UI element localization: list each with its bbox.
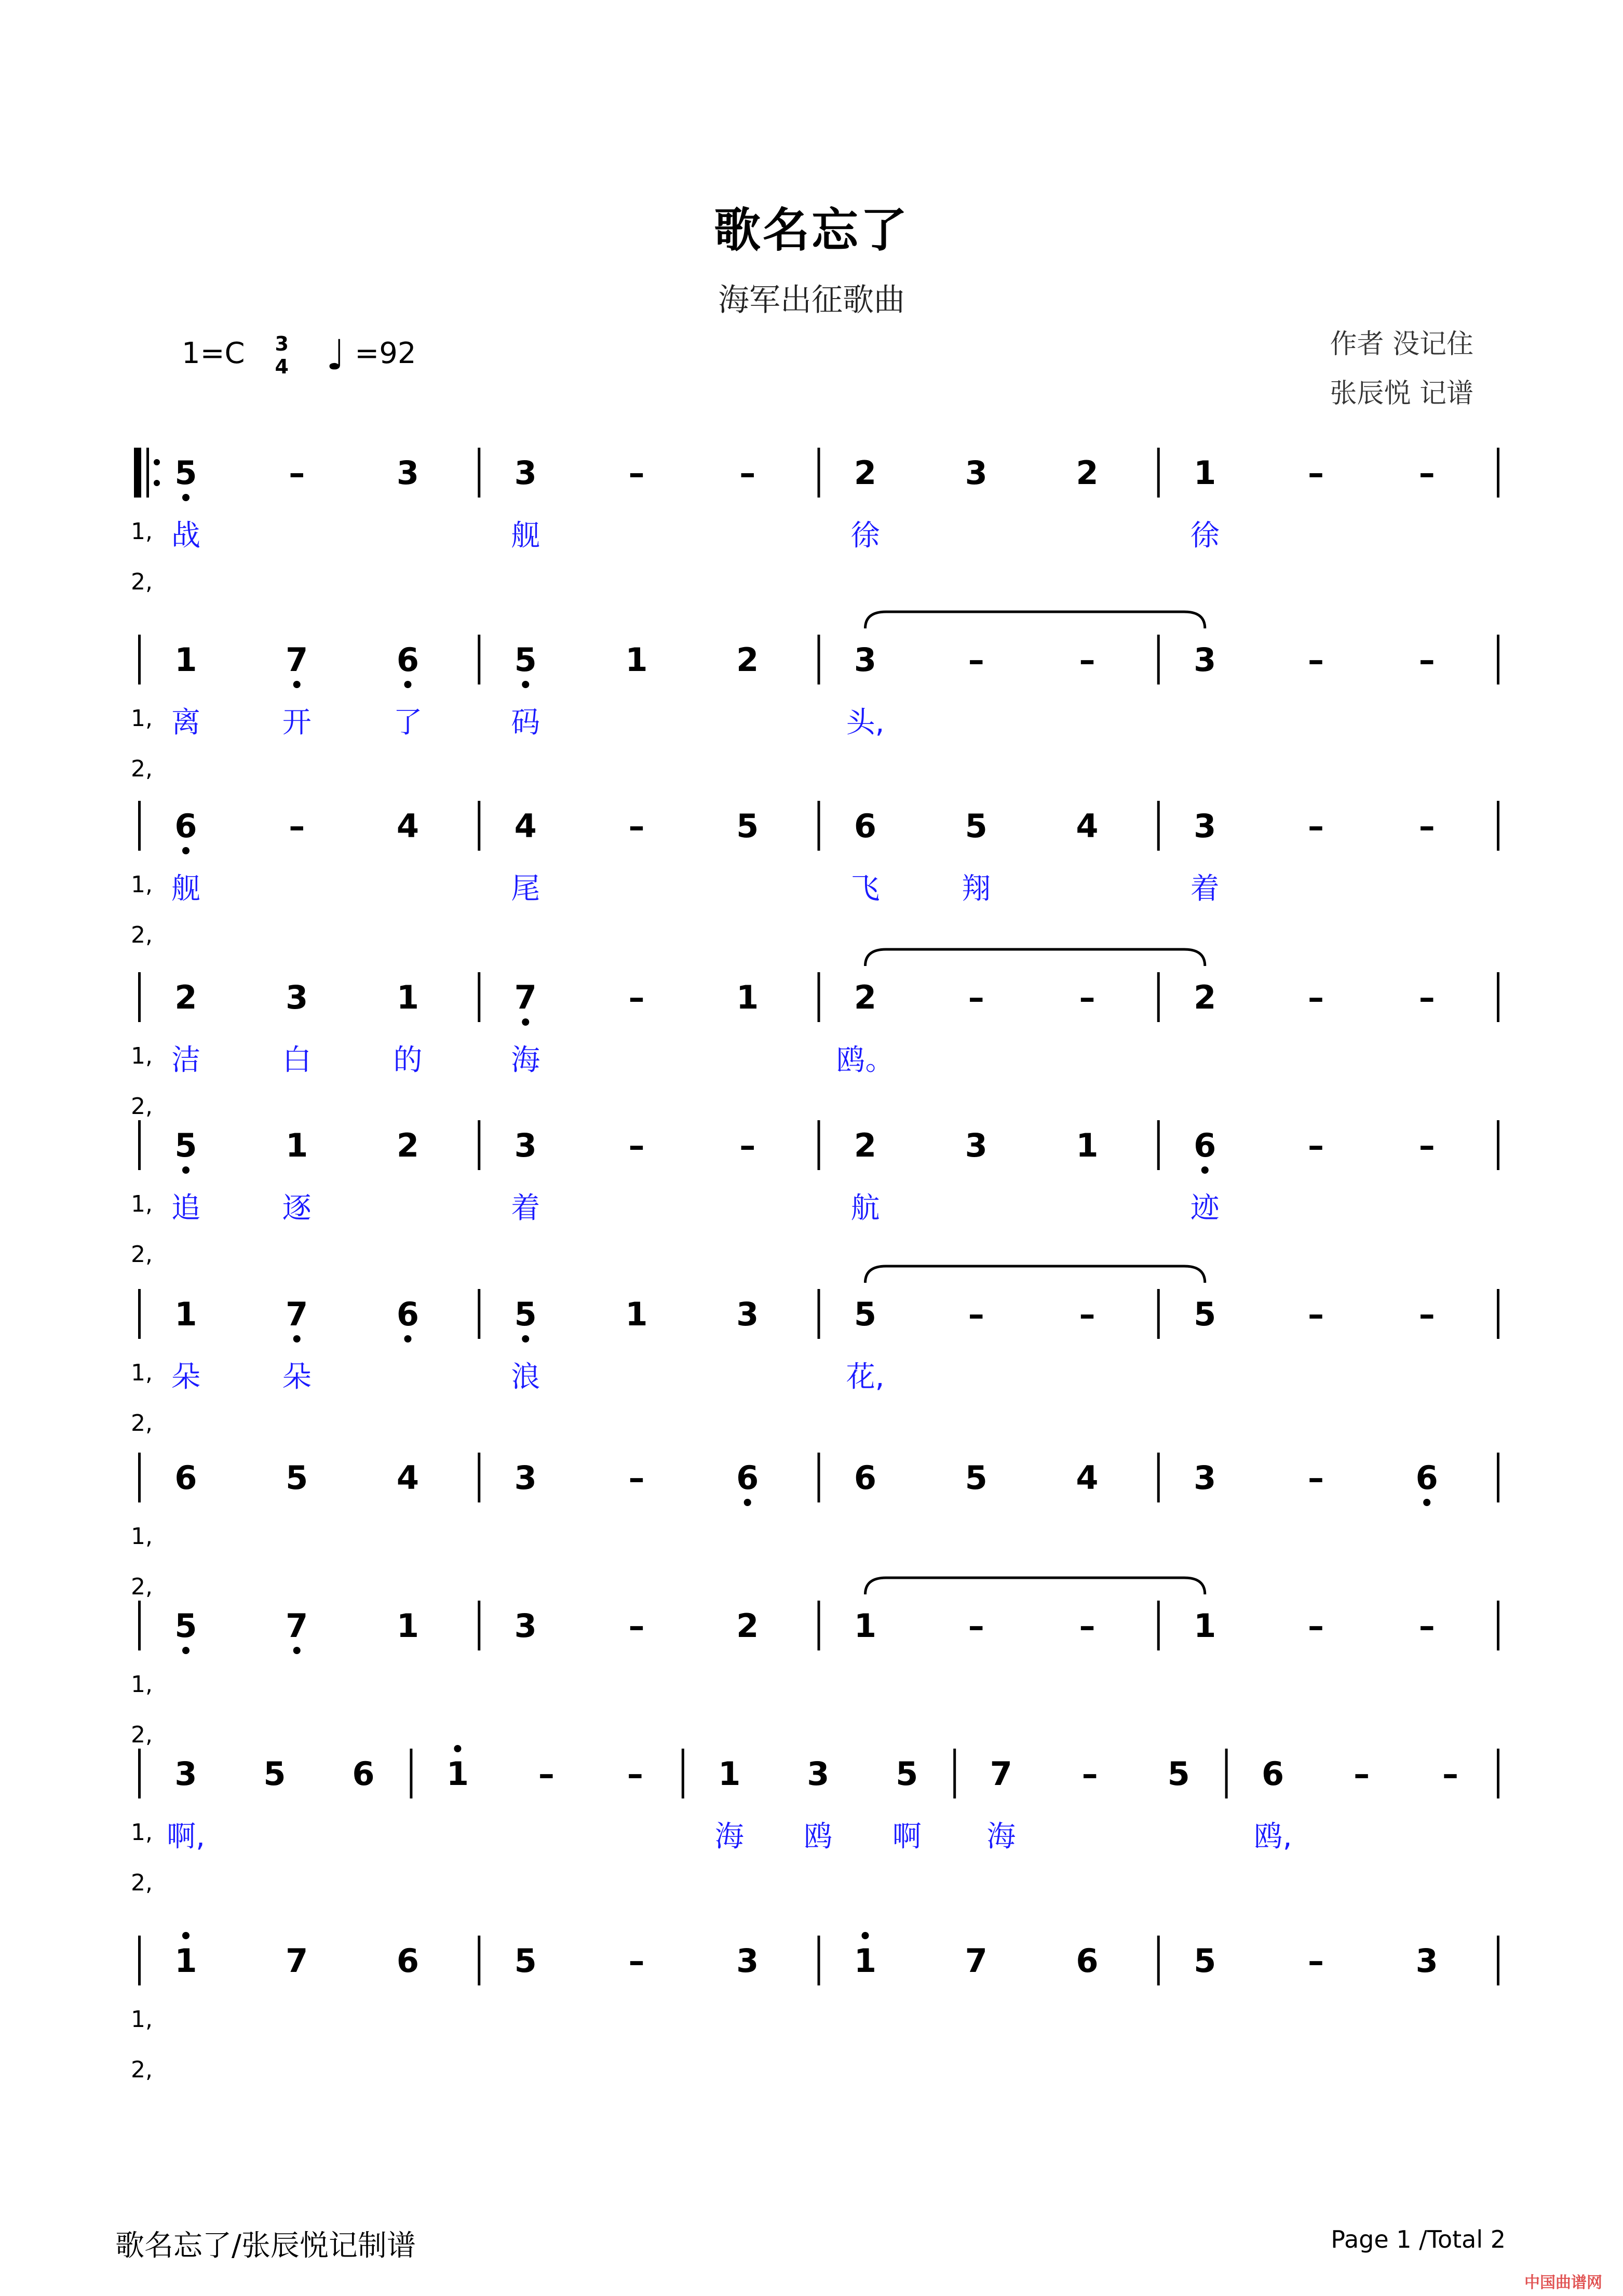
bar-line [478, 448, 480, 498]
note-numeral: 3 [514, 1459, 537, 1497]
bar-line [818, 448, 820, 498]
dash-hold: – [1307, 807, 1324, 845]
dash-hold: – [1307, 1126, 1324, 1164]
lyric-syllable: 鸥。 [836, 1043, 895, 1077]
note-numeral: 4 [1076, 1459, 1099, 1497]
note-numeral: 1 [736, 978, 759, 1016]
dash-hold: – [1354, 1755, 1370, 1793]
bar-line [1497, 972, 1499, 1022]
dash-hold: – [1442, 1755, 1459, 1793]
bar-line [1497, 1453, 1499, 1502]
dash-hold: – [627, 1755, 643, 1793]
verse-label-2: 2, [131, 1410, 153, 1436]
note-numeral: 1 [625, 1295, 648, 1333]
bar-line [138, 635, 141, 684]
bar-line [1157, 1453, 1160, 1502]
dash-hold: – [1418, 978, 1435, 1016]
note-numeral: 3 [174, 1755, 197, 1793]
dash-hold: – [628, 1607, 645, 1645]
footer-title: 歌名忘了/张辰悦记制谱 [115, 2229, 416, 2263]
lyric-syllable: 着 [1190, 872, 1220, 906]
dash-hold: – [1418, 454, 1435, 492]
dash-hold: – [968, 1295, 984, 1333]
dash-hold: – [628, 1942, 645, 1980]
note-numeral: 7 [514, 978, 537, 1016]
bar-line [478, 1453, 480, 1502]
repeat-dot [154, 459, 160, 465]
note-numeral: 6 [174, 807, 197, 845]
bar-line [818, 801, 820, 851]
bar-line [138, 801, 141, 851]
verse-label-2: 2, [131, 922, 153, 948]
verse-label-1: 1, [131, 1671, 153, 1698]
bar-line [478, 1936, 480, 1985]
note-numeral: 5 [514, 1295, 537, 1333]
bar-line [953, 1749, 956, 1798]
lyric-syllable: 着 [511, 1191, 540, 1225]
note-numeral: 7 [286, 641, 308, 679]
bar-line [478, 1601, 480, 1650]
low-octave-dot [404, 681, 411, 688]
note-numeral: 5 [896, 1755, 918, 1793]
note-numeral: 5 [174, 454, 197, 492]
note-numeral: 3 [965, 1126, 988, 1164]
low-octave-dot [744, 1499, 751, 1506]
composer-credit: 作者 没记住 [1330, 329, 1473, 360]
note-numeral: 2 [396, 1126, 420, 1164]
bar-line [1497, 448, 1499, 498]
bar-line [478, 1289, 480, 1339]
bar-line [818, 1289, 820, 1339]
bar-line [1157, 801, 1160, 851]
note-numeral: 3 [1194, 1459, 1216, 1497]
note-numeral: 5 [174, 1126, 197, 1164]
note-numeral: 2 [854, 454, 877, 492]
dash-hold: – [1307, 1942, 1324, 1980]
lyric-syllable: 洁 [171, 1043, 200, 1077]
low-octave-dot [404, 1335, 411, 1342]
verse-label-1: 1, [131, 518, 153, 545]
tie-slur [865, 1578, 1205, 1594]
verse-label-2: 2, [131, 756, 153, 782]
note-numeral: 1 [396, 1607, 420, 1645]
note-numeral: 6 [396, 1942, 420, 1980]
bar-line [138, 1453, 141, 1502]
lyric-syllable: 的 [393, 1043, 423, 1077]
bar-line [138, 972, 141, 1022]
note-numeral: 1 [446, 1755, 469, 1793]
dash-hold: – [628, 454, 645, 492]
dash-hold: – [968, 1607, 984, 1645]
bar-line [478, 801, 480, 851]
note-numeral: 1 [174, 641, 197, 679]
bar-line [138, 1601, 141, 1650]
bar-line [818, 972, 820, 1022]
dash-hold: – [968, 978, 984, 1016]
tempo-value: =92 [355, 337, 416, 371]
note-numeral: 5 [736, 807, 759, 845]
low-octave-dot [1423, 1499, 1430, 1506]
bar-line [1497, 635, 1499, 684]
lyric-syllable: 海 [511, 1043, 540, 1077]
low-octave-dot [182, 494, 190, 501]
lyric-syllable: 追 [171, 1191, 200, 1225]
note-numeral: 5 [514, 641, 537, 679]
low-octave-dot [293, 1647, 301, 1654]
bar-line [1497, 1749, 1499, 1798]
dash-hold: – [289, 807, 305, 845]
bar-line [410, 1749, 412, 1798]
note-numeral: 1 [174, 1295, 197, 1333]
dash-hold: – [1418, 1126, 1435, 1164]
bar-line [138, 1749, 141, 1798]
bar-line [818, 1453, 820, 1502]
low-octave-dot [522, 1018, 529, 1026]
note-numeral: 5 [965, 1459, 988, 1497]
lyric-syllable: 飞 [850, 872, 880, 906]
lyric-syllable: 海 [714, 1820, 744, 1854]
low-octave-dot [522, 681, 529, 688]
high-octave-dot [182, 1932, 190, 1939]
note-numeral: 5 [286, 1459, 308, 1497]
low-octave-dot [522, 1335, 529, 1342]
lyric-syllable: 花, [846, 1360, 885, 1394]
verse-label-2: 2, [131, 1870, 153, 1896]
key-signature: 1=C [182, 337, 245, 371]
tie-slur [865, 949, 1205, 966]
note-numeral: 3 [807, 1755, 830, 1793]
dash-hold: – [1079, 978, 1095, 1016]
bar-line [1497, 1601, 1499, 1650]
note-numeral: 6 [174, 1459, 197, 1497]
note-numeral: 1 [1076, 1126, 1099, 1164]
note-numeral: 1 [718, 1755, 741, 1793]
dash-hold: – [1418, 1607, 1435, 1645]
note-numeral: 5 [1194, 1295, 1216, 1333]
bar-line [1497, 1936, 1499, 1985]
note-numeral: 6 [396, 641, 420, 679]
bar-line [818, 1120, 820, 1170]
transcriber-credit: 张辰悦 记谱 [1330, 378, 1473, 409]
verse-label-2: 2, [131, 1093, 153, 1120]
quarter-note-icon: ♩ [326, 331, 346, 379]
dash-hold: – [968, 641, 984, 679]
note-numeral: 4 [396, 1459, 420, 1497]
verse-label-2: 2, [131, 1241, 153, 1268]
lyric-syllable: 朵 [171, 1360, 200, 1394]
repeat-thick-bar [134, 448, 141, 498]
note-numeral: 6 [1415, 1459, 1438, 1497]
note-numeral: 1 [174, 1942, 197, 1980]
bar-line [1157, 1936, 1160, 1985]
note-numeral: 5 [965, 807, 988, 845]
note-numeral: 5 [1194, 1942, 1216, 1980]
dash-hold: – [1307, 454, 1324, 492]
lyric-syllable: 啊 [892, 1820, 922, 1854]
dash-hold: – [538, 1755, 554, 1793]
bar-line [478, 635, 480, 684]
low-octave-dot [182, 1166, 190, 1174]
dash-hold: – [1307, 1459, 1324, 1497]
high-octave-dot [454, 1745, 461, 1752]
repeat-thin-bar [146, 448, 149, 498]
note-numeral: 6 [736, 1459, 759, 1497]
verse-label-2: 2, [131, 1722, 153, 1748]
note-numeral: 2 [736, 641, 759, 679]
note-numeral: 4 [1076, 807, 1099, 845]
dash-hold: – [628, 1126, 645, 1164]
note-numeral: 3 [854, 641, 877, 679]
note-numeral: 3 [514, 1126, 537, 1164]
note-numeral: 6 [396, 1295, 420, 1333]
verse-label-1: 1, [131, 1043, 153, 1069]
note-numeral: 6 [854, 1459, 877, 1497]
dash-hold: – [289, 454, 305, 492]
verse-label-1: 1, [131, 1360, 153, 1386]
dash-hold: – [1307, 978, 1324, 1016]
note-numeral: 1 [854, 1942, 877, 1980]
song-title: 歌名忘了 [714, 203, 909, 258]
low-octave-dot [293, 1335, 301, 1342]
dash-hold: – [628, 978, 645, 1016]
low-octave-dot [1201, 1166, 1209, 1174]
lyric-syllable: 翔 [962, 872, 991, 906]
dash-hold: – [1307, 641, 1324, 679]
note-numeral: 2 [174, 978, 197, 1016]
tie-slur [865, 1266, 1205, 1283]
note-numeral: 1 [396, 978, 420, 1016]
verse-label-1: 1, [131, 1191, 153, 1217]
verse-label-1: 1, [131, 705, 153, 732]
lyric-syllable: 鸥, [1253, 1820, 1292, 1854]
lyric-syllable: 徐 [850, 519, 880, 553]
site-watermark: 中国曲谱网 [1524, 2274, 1602, 2292]
lyric-syllable: 码 [511, 706, 540, 740]
note-numeral: 7 [286, 1295, 308, 1333]
lyric-syllable: 啊, [167, 1820, 205, 1854]
dash-hold: – [1307, 1607, 1324, 1645]
dash-hold: – [1307, 1295, 1324, 1333]
bar-line [1157, 1601, 1160, 1650]
note-numeral: 5 [854, 1295, 877, 1333]
dash-hold: – [628, 1459, 645, 1497]
lyric-syllable: 了 [393, 706, 423, 740]
bar-line [1157, 448, 1160, 498]
low-octave-dot [293, 681, 301, 688]
bar-line [682, 1749, 684, 1798]
lyric-syllable: 离 [171, 706, 200, 740]
note-numeral: 3 [514, 1607, 537, 1645]
dash-hold: – [1079, 641, 1095, 679]
bar-line [1497, 801, 1499, 851]
bar-line [138, 1120, 141, 1170]
note-numeral: 7 [965, 1942, 988, 1980]
note-numeral: 7 [286, 1607, 308, 1645]
repeat-dot [154, 480, 160, 486]
note-numeral: 1 [1194, 454, 1216, 492]
note-numeral: 2 [1076, 454, 1099, 492]
lyric-syllable: 海 [986, 1820, 1016, 1854]
note-numeral: 3 [736, 1942, 759, 1980]
lyric-syllable: 朵 [282, 1360, 312, 1394]
note-numeral: 6 [1076, 1942, 1099, 1980]
note-numeral: 2 [736, 1607, 759, 1645]
bar-line [1157, 1289, 1160, 1339]
lyric-syllable: 徐 [1190, 519, 1220, 553]
note-numeral: 1 [854, 1607, 877, 1645]
lyric-syllable: 头, [846, 706, 885, 740]
note-numeral: 6 [352, 1755, 375, 1793]
bar-line [1497, 1289, 1499, 1339]
lyric-syllable: 浪 [511, 1360, 540, 1394]
bar-line [1157, 635, 1160, 684]
lyric-syllable: 舰 [171, 872, 200, 906]
note-numeral: 4 [514, 807, 537, 845]
lyric-syllable: 尾 [511, 872, 540, 906]
low-octave-dot [182, 847, 190, 854]
note-numeral: 3 [1194, 641, 1216, 679]
lyric-syllable: 鸥 [803, 1820, 833, 1854]
dash-hold: – [739, 1126, 756, 1164]
lyric-syllable: 白 [282, 1043, 312, 1077]
note-numeral: 5 [263, 1755, 286, 1793]
bar-line [818, 1936, 820, 1985]
lyric-syllable: 舰 [511, 519, 540, 553]
dash-hold: – [628, 807, 645, 845]
note-numeral: 2 [854, 978, 877, 1016]
note-numeral: 1 [286, 1126, 308, 1164]
note-numeral: 5 [174, 1607, 197, 1645]
verse-label-1: 1, [131, 871, 153, 898]
note-numeral: 3 [396, 454, 420, 492]
note-numeral: 3 [1194, 807, 1216, 845]
note-numeral: 4 [396, 807, 420, 845]
low-octave-dot [182, 1647, 190, 1654]
bar-line [478, 1120, 480, 1170]
dash-hold: – [1418, 807, 1435, 845]
bar-line [1157, 972, 1160, 1022]
lyric-syllable: 迹 [1190, 1191, 1220, 1225]
lyric-syllable: 航 [850, 1191, 880, 1225]
note-numeral: 3 [286, 978, 308, 1016]
time-signature-bottom: 4 [275, 355, 289, 378]
dash-hold: – [739, 454, 756, 492]
note-numeral: 6 [1262, 1755, 1284, 1793]
note-numeral: 1 [1194, 1607, 1216, 1645]
bar-line [478, 972, 480, 1022]
dash-hold: – [1418, 1295, 1435, 1333]
dash-hold: – [1079, 1295, 1095, 1333]
page-number: Page 1 /Total 2 [1331, 2225, 1506, 2253]
note-numeral: 3 [514, 454, 537, 492]
bar-line [138, 1936, 141, 1985]
song-subtitle: 海军出征歌曲 [718, 282, 905, 318]
note-numeral: 7 [990, 1755, 1012, 1793]
note-numeral: 3 [965, 454, 988, 492]
lyric-syllable: 开 [282, 706, 312, 740]
verse-label-2: 2, [131, 2057, 153, 2083]
verse-label-1: 1, [131, 1523, 153, 1550]
note-numeral: 6 [1194, 1126, 1216, 1164]
bar-line [138, 1289, 141, 1339]
verse-label-1: 1, [131, 2006, 153, 2033]
dash-hold: – [1418, 641, 1435, 679]
lyric-syllable: 战 [171, 519, 200, 553]
bar-line [1225, 1749, 1228, 1798]
time-signature-top: 3 [275, 332, 289, 355]
bar-line [1157, 1120, 1160, 1170]
note-numeral: 7 [286, 1942, 308, 1980]
dash-hold: – [1079, 1607, 1095, 1645]
note-numeral: 2 [1194, 978, 1216, 1016]
note-numeral: 3 [1415, 1942, 1438, 1980]
note-numeral: 5 [514, 1942, 537, 1980]
dash-hold: – [1081, 1755, 1098, 1793]
bar-line [1497, 1120, 1499, 1170]
verse-label-2: 2, [131, 1574, 153, 1600]
bar-line [818, 1601, 820, 1650]
note-numeral: 5 [1167, 1755, 1190, 1793]
note-numeral: 6 [854, 807, 877, 845]
note-numeral: 3 [736, 1295, 759, 1333]
bar-line [818, 635, 820, 684]
high-octave-dot [862, 1932, 869, 1939]
verse-label-2: 2, [131, 569, 153, 595]
note-numeral: 2 [854, 1126, 877, 1164]
verse-label-1: 1, [131, 1819, 153, 1846]
lyric-syllable: 逐 [282, 1191, 312, 1225]
tie-slur [865, 612, 1205, 628]
note-numeral: 1 [625, 641, 648, 679]
